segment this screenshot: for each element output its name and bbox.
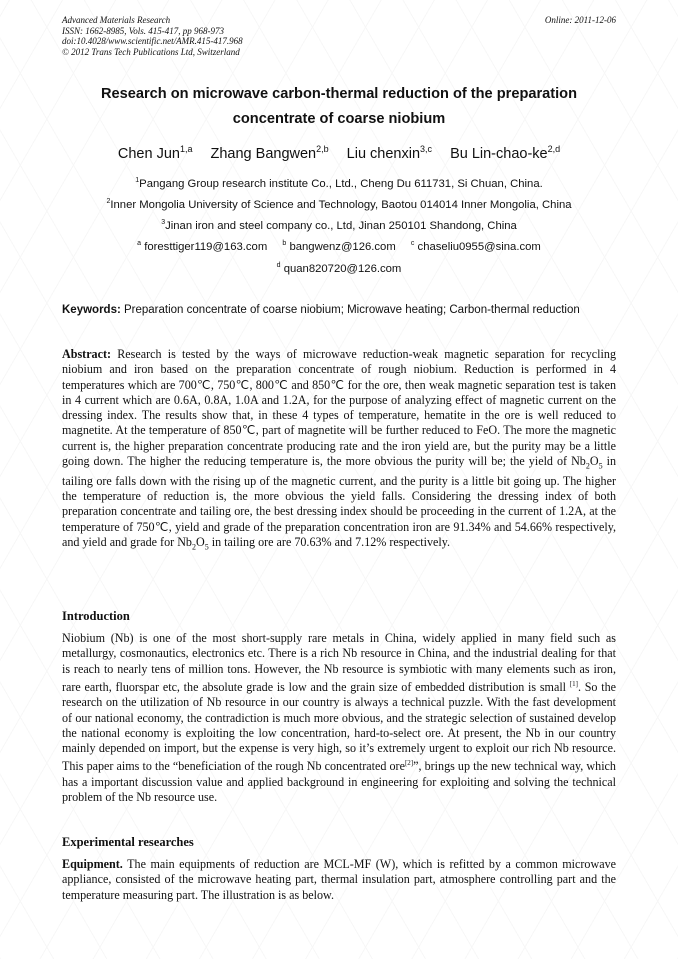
- email-sup: d: [276, 262, 281, 269]
- formula-nb2o5: $Nb_2O_5$: [177, 534, 209, 552]
- author-name: Chen Jun: [117, 145, 180, 162]
- section-heading: Experimental researches: [62, 835, 194, 849]
- author-sup: 2,b: [316, 144, 329, 154]
- equipment-label: Equipment.: [62, 857, 123, 871]
- affiliation-sup: 2: [106, 198, 111, 205]
- title-line-2: concentrate of coarse niobium: [232, 111, 446, 127]
- email-address: chaseliu0955@sina.com: [417, 240, 541, 253]
- citation: [2]: [404, 759, 414, 768]
- journal-header: [62, 15, 616, 57]
- email: [277, 263, 402, 275]
- title-line-1: Research on microwave carbon-thermal reduction of the preparation: [100, 86, 578, 102]
- affiliation-sup: 3: [161, 219, 166, 226]
- email-address: quan820720@126.com: [283, 262, 402, 275]
- author: [347, 146, 432, 162]
- email-line: [62, 262, 616, 275]
- author: [450, 146, 560, 162]
- introduction-paragraph: Niobium (Nb) is one of the most short-supply rare metals in China, widely applied in many field such as metallurgy, cosmonautics, electronics etc. There is a rich Nb resource in China, and the industrial dealing for that is reach to nearly tens of million tons. However, the Nb resource is symbiotic with many elements such as iron, rare earth, fluorspar etc, the absolute grade is low and the grain size of embedded distribution is small [1]. So the research on the utilization of Nb resource in our country is always a technical puzzle. With the fast development of our national economy, the contradiction is much more obvious, and the strategic selection of sustained develop the national economy is exploiting the low concentration, hard-to-select ore. At present, the Nb in our country mainly depended on import, but the expense is very high, so it’s extremely urgent to exploit our rich Nb resource. This paper aims to the “beneficiation of the rough Nb concentrated ore[2]”, brings up the new technical way, which has a important discussion value and applied background in engineering for exploiting and solving the technical problem of the Nb resource use.: [62, 631, 616, 805]
- equipment-paragraph: Equipment. The main equipments of reduction are MCL-MF (W), which is refitted by a common microwave appliance, consisted of the microwave heating part, thermal insulation part, atmosphere controlling part and the temperature measuring part. The illustration is as below.: [62, 857, 616, 902]
- journal-name: Advanced Materials Research: [62, 15, 171, 25]
- doi-line: doi:10.4028/www.scientific.net/AMR.415-417.968: [62, 36, 243, 46]
- keywords-text: Preparation concentrate of coarse niobium; Microwave heating; Carbon-thermal reduction: [124, 304, 580, 316]
- affiliation: [62, 177, 616, 190]
- citation: [1]: [569, 679, 578, 688]
- keywords-label: Keywords:: [62, 304, 121, 316]
- abstract-label: Abstract:: [62, 347, 112, 361]
- author-sup: 1,a: [179, 144, 193, 154]
- affiliation-text: Inner Mongolia University of Science and Technology, Baotou 014014 Inner Mongolia, China: [110, 198, 572, 211]
- author-name: Zhang Bangwen: [210, 145, 317, 162]
- email-address: bangwenz@126.com: [289, 240, 396, 253]
- email: [411, 241, 541, 253]
- email-sup: c: [410, 240, 415, 247]
- abstract-text: in tailing ore falls down with the rising up of the magnetic current, and the purity is a little bit going up. The higher the temperature of reduction is, the more obvious the yield falls. Considering the dressing index of both preparation concentrate and tailing ore, the best dressing index should be proceeding in the current of 1.2A, at the temperature of 750℃, yield and grade of the preparation concentration iron are 91.34% and 54.66% respectively, and yield and grade for: [62, 454, 616, 549]
- abstract: [62, 347, 616, 555]
- email-sup: a: [137, 240, 142, 247]
- online-date: Online: 2011-12-06: [544, 15, 616, 25]
- email: [137, 241, 267, 253]
- copyright-line: © 2012 Trans Tech Publications Ltd, Switzerland: [62, 46, 240, 57]
- author-list: [62, 144, 616, 162]
- email-line: [62, 240, 616, 253]
- affiliation: [62, 219, 616, 232]
- keywords: [62, 303, 616, 318]
- section-heading: Introduction: [62, 609, 130, 623]
- paper-title: [62, 82, 616, 132]
- email: [282, 241, 395, 253]
- abstract-text: Research is tested by the ways of microwave reduction-weak magnetic separation for recycling niobium and iron based on the preparation concentrate of rough niobium. Reduction is performed in 4 temperatures which are 700℃, 750℃, 800℃ and 850℃ for the ore, then weak magnetic separation test is taken in 4 current which are 0.6A, 0.8A, 1.0A and 1.2A, for the purpose of analyzing effect of magnetic current on the dressing index. The results show that, in these 4 types of temperature, hematite in the ore is well reduced to magnetite. At the temperature of 850℃, part of magnetite will be further reduced to FeO. The more the magnetic current is, the higher preparation concentrate producing rate and the iron yield are, but the purity may be a little going down. The higher the reducing temperature is, the more obvious the purity will be; the yield of: [62, 347, 616, 469]
- abstract-text: in tailing ore are 70.63% and 7.12% respectively.: [208, 534, 451, 549]
- email-sup: b: [282, 240, 287, 247]
- author: [118, 146, 193, 162]
- affiliation-text: Pangang Group research institute Co., Ltd., Cheng Du 611731, Si Chuan, China.: [139, 177, 543, 190]
- author-sup: 2,d: [547, 144, 561, 154]
- author-sup: 3,c: [420, 144, 433, 154]
- author: [211, 146, 329, 162]
- affiliation-text: Jinan iron and steel company co., Ltd, Jinan 250101 Shandong, China: [165, 219, 517, 232]
- affiliation-sup: 1: [135, 177, 140, 184]
- author-name: Bu Lin-chao-ke: [450, 145, 548, 162]
- issn-line: ISSN: 1662-8985, Vols. 415-417, pp 968-973: [62, 25, 224, 36]
- author-name: Liu chenxin: [346, 145, 421, 162]
- formula-nb2o5: $Nb_2O_5$: [571, 454, 603, 471]
- email-address: foresttiger119@163.com: [144, 240, 268, 253]
- affiliation: [62, 198, 616, 211]
